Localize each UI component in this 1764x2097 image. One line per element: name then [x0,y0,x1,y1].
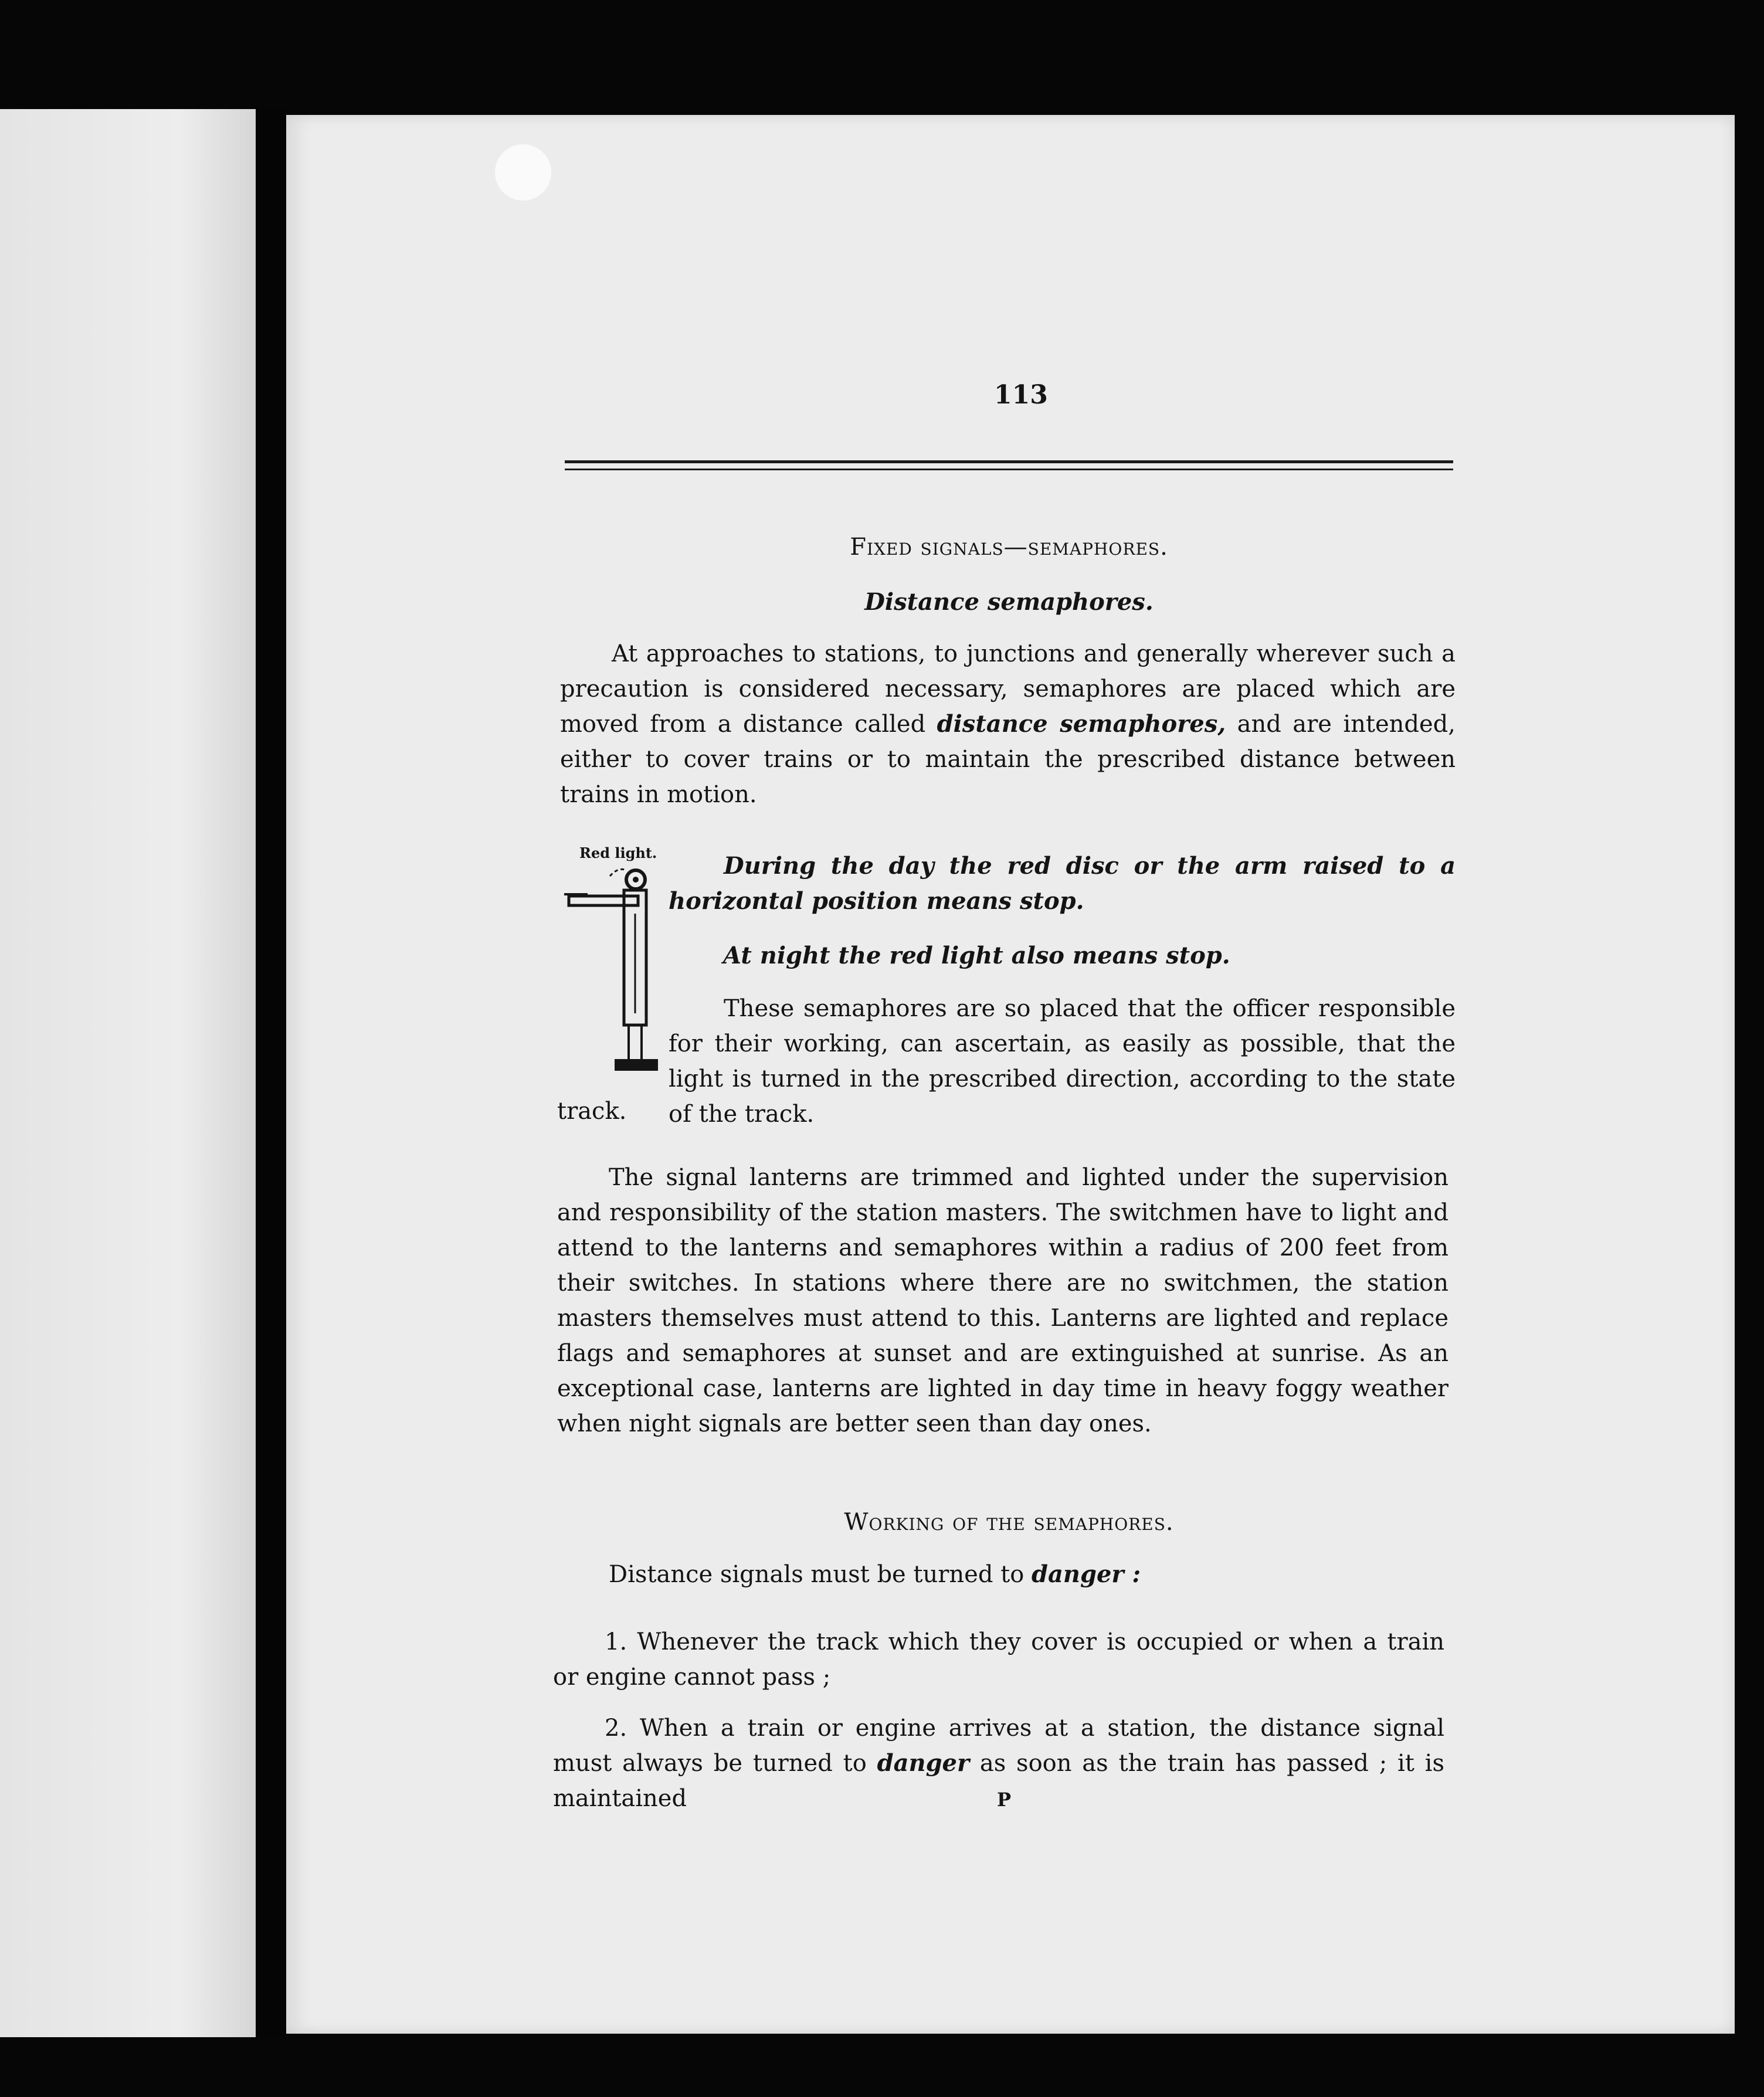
paragraph-approaches-text-a: At approaches to stations, to junctions and generally wherever such a precaution is considered necessary, semaphores are placed which are moved from a distance called [560,640,1456,738]
night-signal-rule: At night the red light also means stop. [723,942,1230,969]
paragraph-approaches [560,636,1456,812]
rule-item-2-text-b: as soon as the train has passed ; it is maintained [553,1750,1444,1812]
page-number: 113 [994,380,1048,410]
section-heading-fixed-signals: Fixed signals—semaphores. [850,534,1168,561]
day-signal-rule: During the day the red disc or the arm raised to a horizontal position means stop. [669,852,1456,915]
header-rule-bottom [565,469,1453,470]
distance-signals-intro [609,1557,1441,1592]
rule-item-2-emphasis: danger [877,1749,970,1777]
printer-signature-mark: P [997,1789,1012,1811]
rule-item-2-text-a: 2. When a train or engine arrives at a station, the distance signal must always be turned to [553,1715,1444,1777]
header-rule-top [565,460,1453,463]
semaphore-signal-illustration [564,862,664,1088]
distance-signals-intro-emphasis: danger : [1032,1560,1141,1588]
section-heading-working-semaphores: Working of the semaphores. [844,1509,1174,1536]
paragraph-semaphore-placement: These semaphores are so placed that the officer responsible for their working, can ascertain, as easily as possible, that the light is turned in the prescribed direction, according to the state of the track. [669,995,1456,1128]
facing-page-edge [0,109,256,2037]
book-gutter [256,109,286,2037]
section-subheading-distance-semaphores: Distance semaphores. [864,588,1154,616]
semaphore-base-icon [615,1059,658,1071]
paragraph-signal-lanterns: The signal lanterns are trimmed and lighted under the supervision and responsibility of the station masters. The switchmen have to light and attend to the lanterns and semaphores within a radius of 200 feet from their switches. In stations where there are no switchmen, the station masters themselves must attend to this. Lanterns are lighted and replace flags and semaphores at sunset and are extinguished at sunrise. As an exceptional case, lanterns are lighted in day time in heavy foggy weather when night signals are better seen than day ones. [557,1164,1448,1437]
rule-item-1: 1. Whenever the track which they cover is occupied or when a train or engine cannot pass ; [553,1628,1444,1691]
paragraph-semaphore-placement-end: track. [557,1098,627,1125]
light-beam-icon [610,869,626,876]
distance-signals-intro-text: Distance signals must be turned to [609,1561,1032,1588]
paragraph-approaches-text-b: and are intended, either to cover trains or to maintain the prescribed distance between trains in motion. [560,711,1456,808]
figure-label-red-light: Red light. [579,844,657,861]
paragraph-approaches-emphasis: distance semaphores, [937,710,1226,738]
paper-blemish [495,144,551,201]
semaphore-arm-icon [569,896,638,905]
